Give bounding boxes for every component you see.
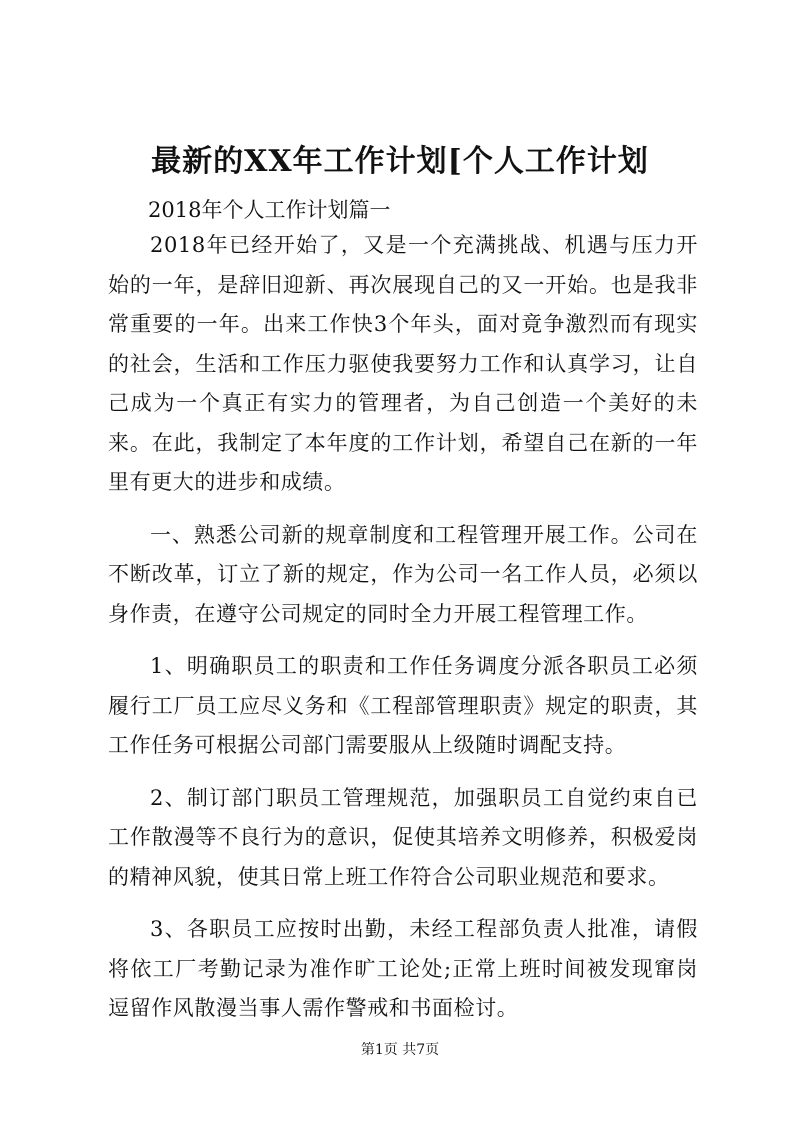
paragraph-subitem-3: 3、各职员工应按时出勤，未经工程部负责人批准，请假将依工厂考勤记录为准作旷工论处;正常上班时间被发现窜岗逗留作风散漫当事人需作警戒和书面检讨。 [108,917,698,1020]
paragraph-subitem-2: 2、制订部门职员工管理规范，加强职员工自觉约束自已工作散漫等不良行为的意识，促使其培养文明修养，积极爱岗的精神风貌，使其日常上班工作符合公司职业规范和要求。 [108,785,698,889]
paragraph-intro: 2018年已经开始了，又是一个充满挑战、机遇与压力开始的一年，是辞旧迎新、再次展现自己的又一开始。也是我非常重要的一年。出来工作快3个年头，面对竟争激烈而有现实的社会，生活和工作压力驱使我要努力工作和认真学习，让自己成为一个真正有实力的管理者，为自己创造一个美好的未来。在此，我制定了本年度的工作计划，希望自己在新的一年里有更大的进步和成绩。 [108,233,698,494]
document-body [108,226,698,1042]
paragraph-subitem-1: 1、明确职员工的职责和工作任务调度分派各职员工必须履行工厂员工应尽义务和《工程部管理职责》规定的职责，其工作任务可根据公司部门需要服从上级随时调配支持。 [108,654,698,757]
paragraph-item-one: 一、熟悉公司新的规章制度和工程管理开展工作。公司在不断改革，订立了新的规定，作为公司一名工作人员，必须以身作责，在遵守公司规定的同时全力开展工程管理工作。 [108,522,698,626]
section-heading: 2018年个人工作计划篇一 [148,198,391,222]
page-footer: 第1页 共7页 [360,1042,440,1058]
document-title: 最新的XX年工作计划[个人工作计划 [151,144,649,179]
